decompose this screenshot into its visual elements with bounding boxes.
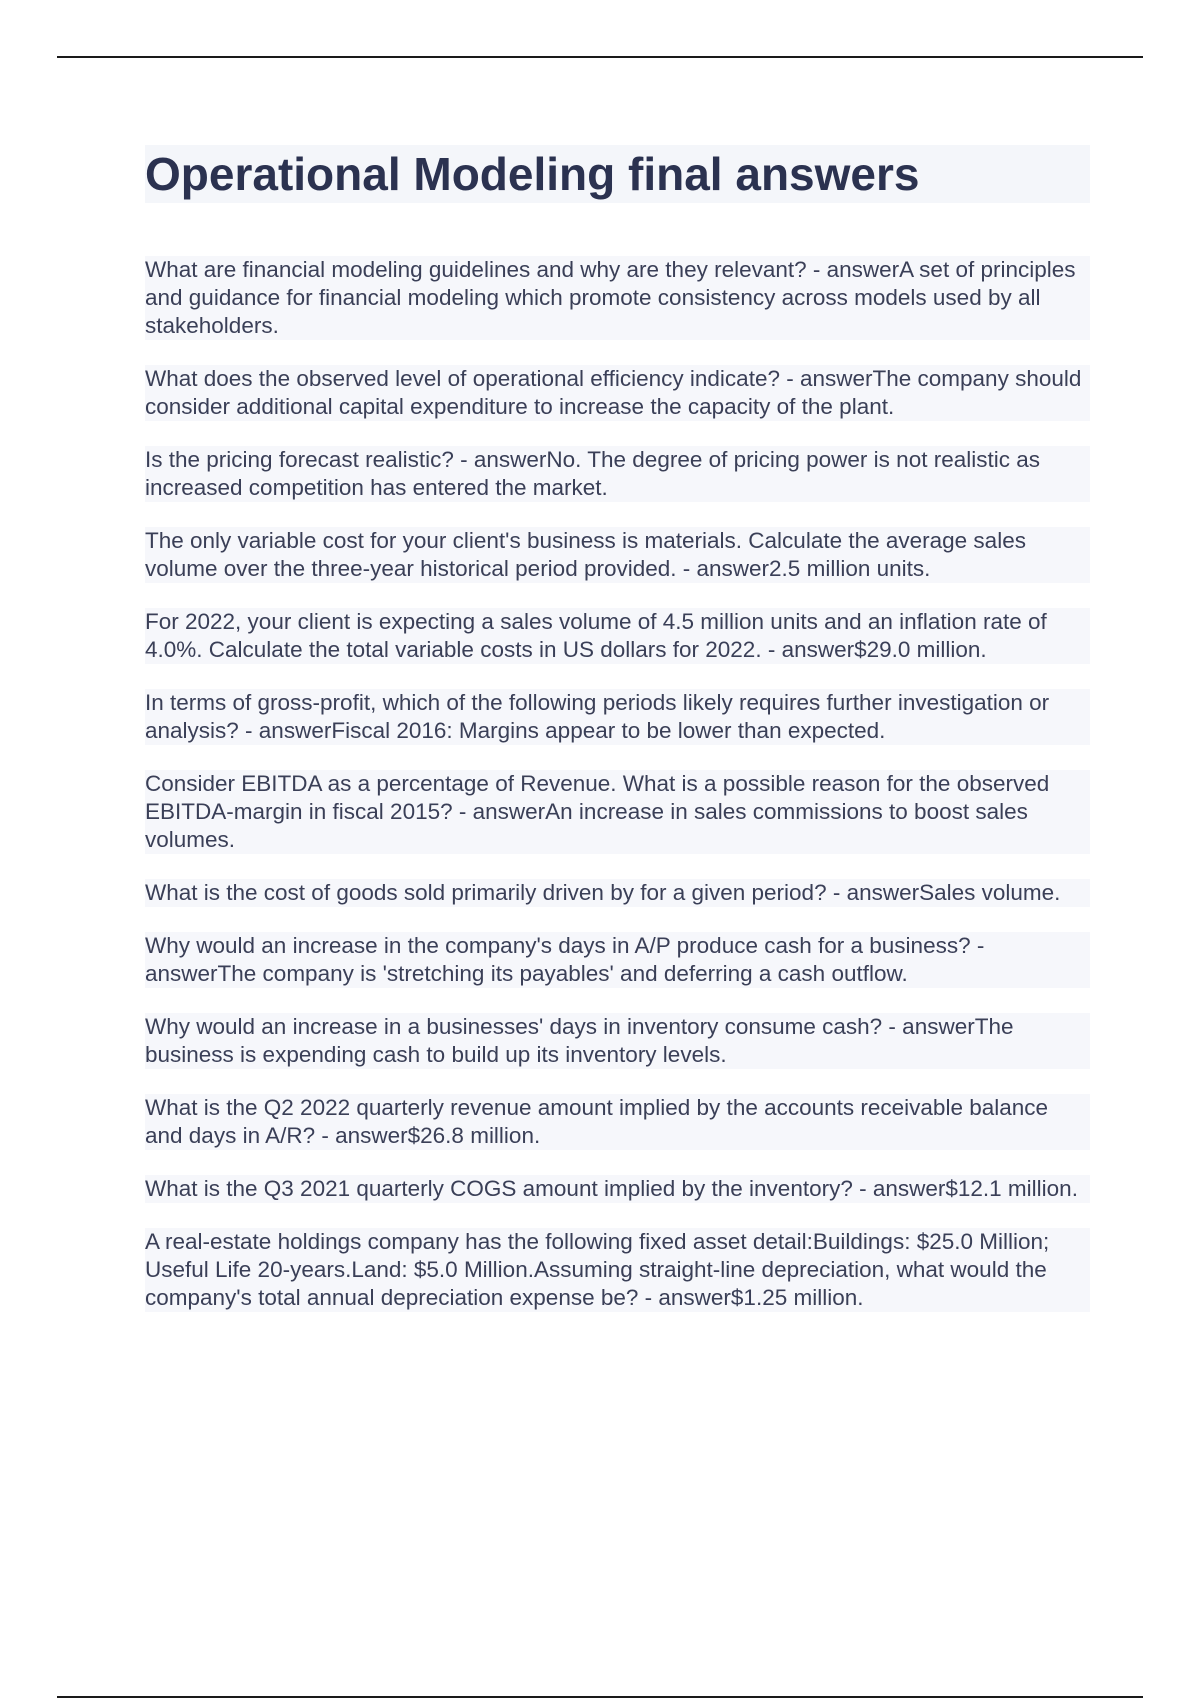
qa-item: The only variable cost for your client's business is materials. Calculate the average sales volume over the three-year historical period provided. - answer2.5 million units. — [145, 527, 1090, 583]
qa-item: Why would an increase in the company's days in A/P produce cash for a business? - answerThe company is 'stretching its payables' and deferring a cash outflow. — [145, 932, 1090, 988]
qa-list — [145, 256, 1090, 1312]
qa-item: What is the cost of goods sold primarily driven by for a given period? - answerSales volume. — [145, 879, 1090, 907]
qa-item: What is the Q3 2021 quarterly COGS amount implied by the inventory? - answer$12.1 million. — [145, 1175, 1090, 1203]
top-divider — [57, 56, 1143, 58]
qa-item: What are financial modeling guidelines and why are they relevant? - answerA set of principles and guidance for financial modeling which promote consistency across models used by all stakeholders. — [145, 256, 1090, 340]
document-title: Operational Modeling final answers — [145, 145, 1090, 203]
document-body — [145, 145, 1090, 1337]
qa-item: What is the Q2 2022 quarterly revenue amount implied by the accounts receivable balance and days in A/R? - answer$26.8 million. — [145, 1094, 1090, 1150]
qa-item: In terms of gross-profit, which of the following periods likely requires further investigation or analysis? - answerFiscal 2016: Margins appear to be lower than expected. — [145, 689, 1090, 745]
qa-item: Is the pricing forecast realistic? - answerNo. The degree of pricing power is not realistic as increased competition has entered the market. — [145, 446, 1090, 502]
bottom-divider — [57, 1696, 1143, 1698]
qa-item: Why would an increase in a businesses' days in inventory consume cash? - answerThe business is expending cash to build up its inventory levels. — [145, 1013, 1090, 1069]
qa-item: What does the observed level of operational efficiency indicate? - answerThe company should consider additional capital expenditure to increase the capacity of the plant. — [145, 365, 1090, 421]
qa-item: Consider EBITDA as a percentage of Revenue. What is a possible reason for the observed EBITDA-margin in fiscal 2015? - answerAn increase in sales commissions to boost sales volumes. — [145, 770, 1090, 854]
qa-item: A real-estate holdings company has the following fixed asset detail:Buildings: $25.0 Million; Useful Life 20-years.Land: $5.0 Million.Assuming straight-line depreciation, what would the company's total annual depreciation expense be? - answer$1.25 million. — [145, 1228, 1090, 1312]
qa-item: For 2022, your client is expecting a sales volume of 4.5 million units and an inflation rate of 4.0%. Calculate the total variable costs in US dollars for 2022. - answer$29.0 million. — [145, 608, 1090, 664]
